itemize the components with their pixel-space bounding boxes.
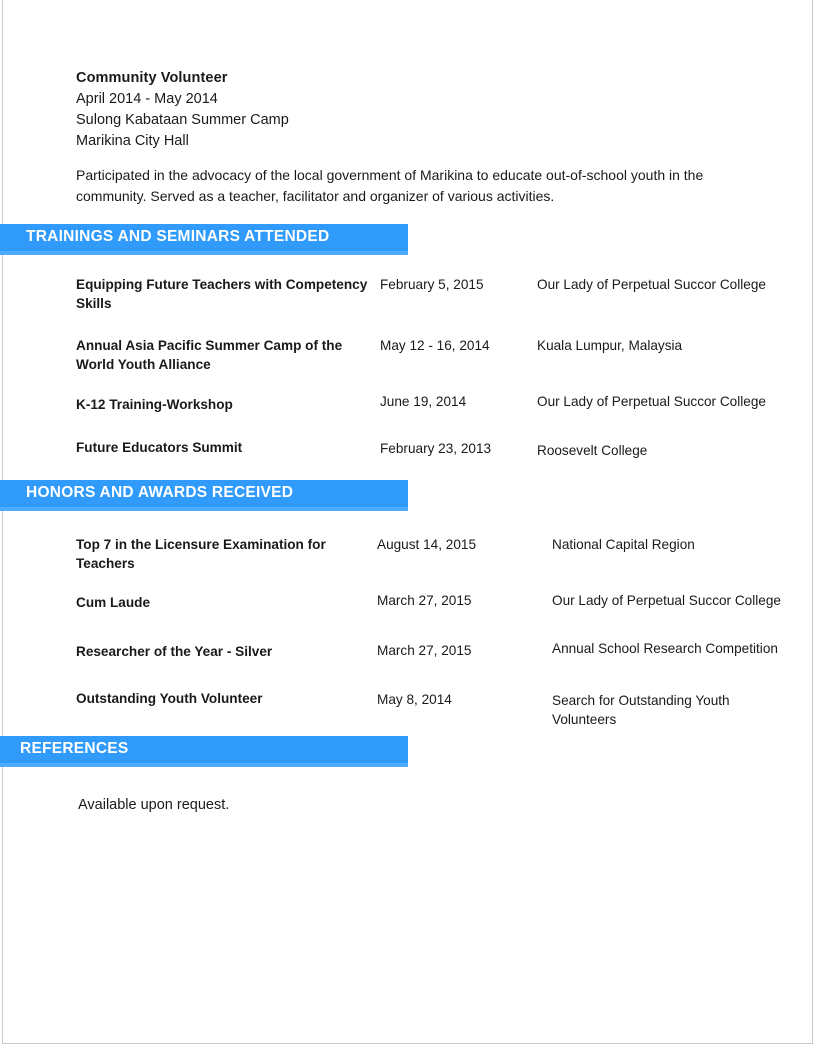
page-border-left <box>2 0 3 1044</box>
experience-dates: April 2014 - May 2014 <box>76 91 218 107</box>
banner-accent-strip <box>0 251 408 255</box>
award-place: Search for Outstanding Youth Volunteers <box>552 693 730 727</box>
award-place: Annual School Research Competition <box>552 641 778 656</box>
banner-accent-strip <box>0 763 408 767</box>
training-date: June 19, 2014 <box>380 394 467 409</box>
training-name: Annual Asia Pacific Summer Camp of the World Youth Alliance <box>76 338 343 372</box>
experience-location: Marikina City Hall <box>76 133 189 149</box>
award-date: March 27, 2015 <box>377 643 472 658</box>
award-name: Top 7 in the Licensure Examination for Teachers <box>76 537 326 571</box>
section-heading-honors: HONORS AND AWARDS RECEIVED <box>26 484 294 501</box>
page-border-bottom <box>2 1043 813 1044</box>
training-name: K-12 Training-Workshop <box>76 397 233 412</box>
training-place: Roosevelt College <box>537 443 648 458</box>
award-place: Our Lady of Perpetual Succor College <box>552 593 781 608</box>
section-banner-trainings <box>0 224 408 255</box>
award-name: Outstanding Youth Volunteer <box>76 691 263 706</box>
training-place: Kuala Lumpur, Malaysia <box>537 338 683 353</box>
section-banner-references <box>0 736 408 767</box>
training-place: Our Lady of Perpetual Succor College <box>537 394 766 409</box>
experience-title: Community Volunteer <box>76 70 228 86</box>
award-name: Cum Laude <box>76 595 151 610</box>
page-border-right <box>812 0 813 1044</box>
award-place: National Capital Region <box>552 537 695 552</box>
experience-entry <box>76 68 766 152</box>
references-body: Available upon request. <box>78 797 230 813</box>
training-name: Future Educators Summit <box>76 440 243 455</box>
banner-accent-strip <box>0 507 408 511</box>
award-name: Researcher of the Year - Silver <box>76 644 273 659</box>
training-date: February 23, 2013 <box>380 441 492 456</box>
training-date: May 12 - 16, 2014 <box>380 338 490 353</box>
award-date: May 8, 2014 <box>377 692 452 707</box>
award-date: March 27, 2015 <box>377 593 472 608</box>
section-banner-honors <box>0 480 408 511</box>
section-heading-references: REFERENCES <box>20 740 129 757</box>
experience-organization: Sulong Kabataan Summer Camp <box>76 112 289 128</box>
experience-description: Participated in the advocacy of the local government of Marikina to educate out-of-school youth in the community. Served as a teacher, facilitator and organizer of various activities. <box>76 167 704 204</box>
award-date: August 14, 2015 <box>377 537 477 552</box>
section-heading-trainings: TRAININGS AND SEMINARS ATTENDED <box>26 228 330 245</box>
training-name: Equipping Future Teachers with Competency Skills <box>76 277 368 311</box>
training-place: Our Lady of Perpetual Succor College <box>537 277 766 292</box>
training-date: February 5, 2015 <box>380 277 484 292</box>
